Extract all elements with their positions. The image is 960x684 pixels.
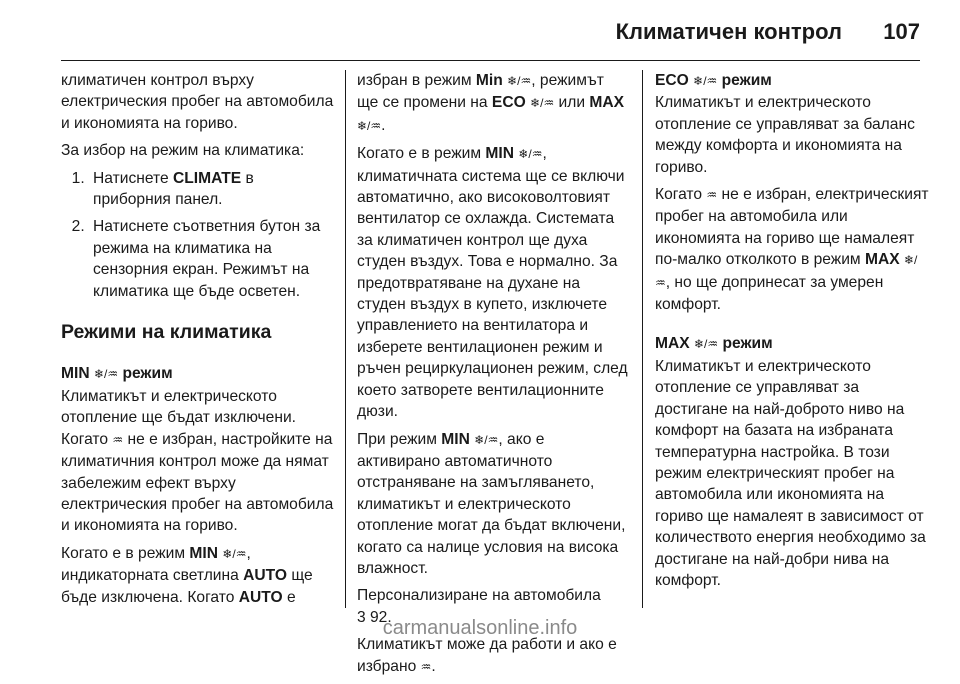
eco-paragraph-1: Климатикът и електрическото отопление се управляват за баланс между комфорта и икономията на гориво. — [655, 94, 915, 176]
column-1 — [61, 70, 335, 614]
page-header — [0, 0, 960, 62]
ac-fan-icon: ❄/♒ — [693, 74, 718, 88]
ac-fan-icon: ❄/♒ — [530, 96, 555, 111]
defog-paragraph: При режим MIN ❄/♒, ако е активирано автоматичното отстраняване на замъгляването, климатикът и електрическото отопление могат да бъдат включени, когато са налице условия на висока влажност. — [357, 430, 626, 577]
min-paragraph-2: Когато е в режим MIN ❄/♒, индикаторната светлина AUTO ще бъде изключена. Когато AUTO е — [61, 544, 313, 606]
steps-list — [61, 168, 335, 302]
column-divider-2 — [642, 70, 643, 608]
page-reference: 3 92. — [357, 608, 392, 626]
page-number: 107 — [883, 19, 920, 44]
intro-paragraph: климатичен контрол върху електрическия пробег на автомобила и икономията на гориво. — [61, 72, 334, 132]
eco-paragraph-2: Когато ♒ не е избран, електрическият пробег на автомобила или икономията на гориво ще намалеят по-малко отколкото в режим MAX ❄/♒, но ще допринесат за умерен комфорт. — [655, 186, 929, 314]
ac-fan-icon: ❄/♒ — [357, 118, 382, 133]
column-2 — [357, 70, 629, 684]
header-divider — [61, 60, 920, 61]
fan-icon: ♒ — [706, 188, 718, 203]
mode-change-paragraph: избран в режим Min ❄/♒, режимът ще се промени на ECO ❄/♒ или MAX ❄/♒. — [357, 72, 625, 134]
ac-fan-icon: ❄/♒ — [222, 546, 247, 561]
personalization-reference: Персонализиране на автомобила 3 92. — [357, 587, 601, 626]
min-cooling-paragraph: Когато е в режим MIN ❄/♒, климатичната система ще се включи автоматично, ако високоволтовият вентилатор се охлажда. Системата за климатичен контрол ще духа студен въздух. Това е нормално. За предотвратяване на духане на студен въздух в купето, изключете управлението на вентилатора и изберете вентилационен режим и ръчен рециркулационен режим, след което затворете вентилационните дюзи. — [357, 145, 628, 421]
eco-mode-heading: ECO ❄/♒ режим — [655, 72, 772, 89]
min-mode-heading: MIN ❄/♒ режим — [61, 365, 173, 383]
column-3 — [655, 70, 930, 597]
ac-fan-icon: ❄/♒ — [93, 367, 119, 382]
ac-fan-icon: ❄/♒ — [507, 74, 532, 88]
fan-icon: ♒ — [112, 432, 124, 447]
column-divider-1 — [345, 70, 346, 608]
select-mode-paragraph: За избор на режим на климатика: — [61, 142, 305, 160]
ac-fan-icon: ❄/♒ — [694, 337, 719, 352]
min-paragraph-1: Климатикът и електрическото отопление ще бъдат изключени. Когато ♒ не е избран, настройките на климатичния контрол може да нямат забележим ефект върху електрическия пробег на автомобила и икономията на гориво. — [61, 387, 334, 535]
max-mode-heading: MAX ❄/♒ режим — [655, 335, 773, 353]
ac-fan-icon: ❄/♒ — [655, 253, 918, 290]
section-heading: Режими на климатика — [61, 321, 272, 344]
fan-icon: ♒ — [420, 659, 432, 674]
step-2: 2. Натиснете съответния бутон за режима на климатика на сензорния екран. Режимът на климатика ще бъде осветен. — [89, 216, 335, 302]
ac-fan-icon: ❄/♒ — [518, 147, 543, 162]
max-paragraph: Климатикът и електрическото отопление се управляват за достигане на най-доброто ниво на комфорт на базата на избраната температурна настройка. В този режим електрическият пробег на автомобила или икономията на гориво ще намалеят в зависимост от количеството енергия необходимо за достигане на най-добри нива на комфорт. — [655, 357, 926, 589]
watermark: carmanualsonline.info — [382, 617, 578, 639]
step-1: 1. Натиснете CLIMATE в приборния панел. — [89, 168, 335, 211]
page-title: Климатичен контрол — [615, 19, 842, 44]
fan-selected-paragraph: Климатикът може да работи и ако е избрано ♒. — [357, 636, 617, 675]
ac-fan-icon: ❄/♒ — [474, 432, 499, 447]
